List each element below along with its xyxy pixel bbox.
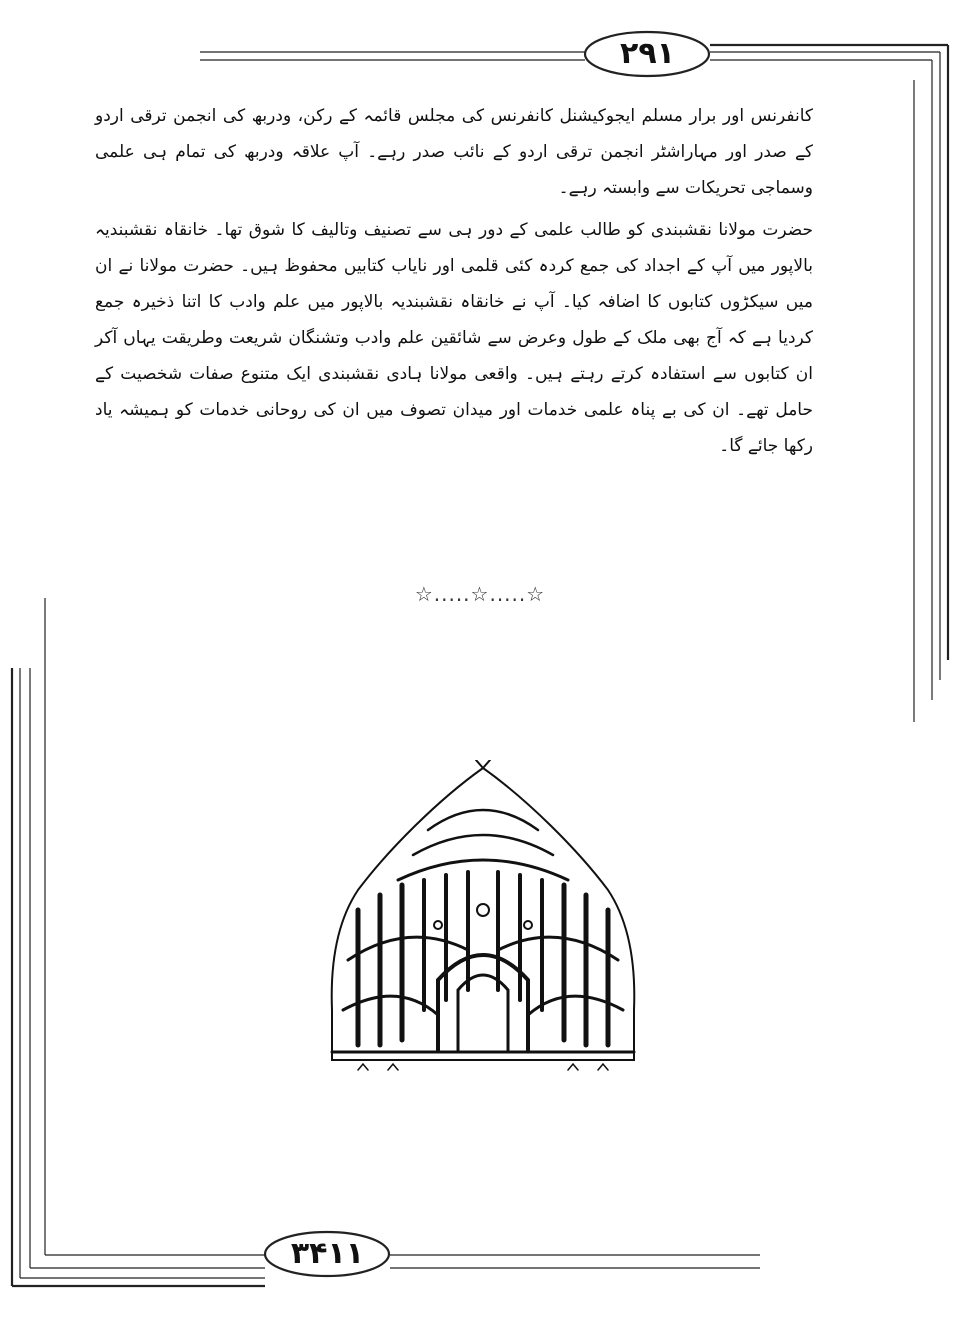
page-number-bottom: ۳۴۱۱	[290, 1236, 365, 1271]
paragraph-2: حضرت مولانا نقشبندی کو طالب علمی کے دور ہی سے تصنیف وتالیف کا شوق تھا۔ خانقاہ نقشبندیہ بالاپور میں آپ کے اجداد کی جمع کردہ کئی قلمی اور نایاب کتابیں محفوظ ہیں۔ حضرت مولانا نے ان میں سیکڑوں کتابوں کا اضافہ کیا۔ آپ نے خانقاہ نقشبندیہ بالاپور میں علم وادب کا اتنا ذخیرہ جمع کردیا ہے کہ آج بھی ملک کے طول وعرض سے شائقین علم وادب وتشنگان شریعت وطریقت یہاں آکر ان کتابوں سے استفادہ کرتے رہتے ہیں۔ واقعی مولانا ہادی نقشبندی ایک متنوع صفات شخصیت کے حامل تھے۔ ان کی بے پناہ علمی خدمات اور میدان تصوف میں ان کی روحانی خدمات کو ہمیشہ یاد رکھا جائے گا۔	[95, 220, 813, 456]
paragraph-1: کانفرنس اور برار مسلم ایجوکیشنل کانفرنس کی مجلس قائمہ کے رکن، ودربھ کی انجمن ترقی اردو کے صدر اور مہاراشٹر انجمن ترقی اردو کے نائب صدر رہے۔ آپ علاقہ ودربھ کی تمام ہی علمی وسماجی تحریکات سے وابستہ رہے۔	[95, 106, 813, 198]
page-number-top: ۲۹۱	[620, 36, 675, 71]
arabic-calligraphy-ornament-icon	[318, 760, 648, 1080]
section-divider: ☆.....☆.....☆	[414, 582, 546, 606]
article-body	[95, 98, 813, 464]
